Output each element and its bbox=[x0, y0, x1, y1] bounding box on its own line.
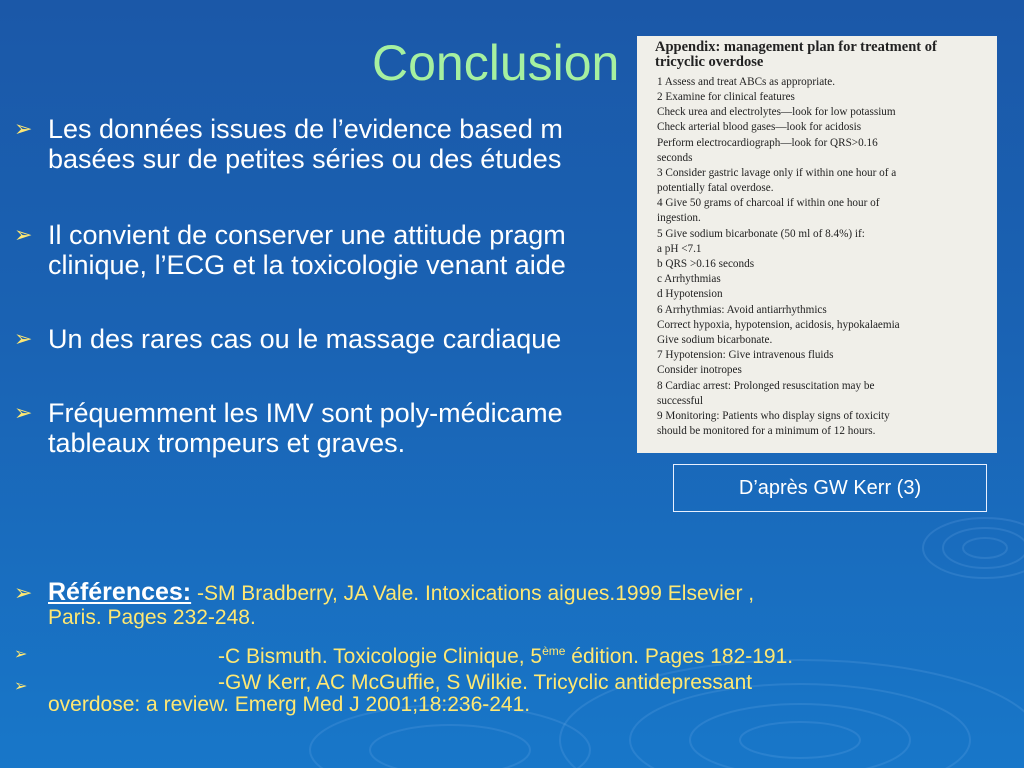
figure-line: seconds bbox=[657, 152, 693, 164]
arrow-bullet-icon: ➢ bbox=[14, 646, 28, 663]
bullet-line: Les données issues de l’evidence based m bbox=[48, 114, 563, 144]
bullet-line: Un des rares cas ou le massage cardiaque bbox=[48, 324, 562, 354]
arrow-bullet-icon: ➢ bbox=[14, 116, 33, 141]
figure-caption: D’après GW Kerr (3) bbox=[673, 464, 987, 512]
bullet-line: basées sur de petites séries ou des études bbox=[48, 144, 562, 174]
figure-line: 3 Consider gastric lavage only if within one hour of a bbox=[657, 167, 897, 179]
figure-line: 2 Examine for clinical features bbox=[657, 91, 795, 103]
figure-line: 1 Assess and treat ABCs as appropriate. bbox=[657, 76, 836, 88]
reference-superscript: ème bbox=[542, 644, 566, 658]
reference-item bbox=[14, 578, 754, 629]
figure-line: b QRS >0.16 seconds bbox=[657, 258, 755, 270]
bullet-item bbox=[14, 114, 563, 174]
reference-text: -SM Bradberry, JA Vale. Intoxications aigues.1999 Elsevier , bbox=[191, 582, 755, 605]
bullet-line: clinique, l’ECG et la toxicologie venant aide bbox=[48, 250, 566, 280]
reference-text: édition. Pages 182-191. bbox=[565, 645, 794, 668]
figure-line: Give sodium bicarbonate. bbox=[657, 334, 773, 346]
figure-line: 5 Give sodium bicarbonate (50 ml of 8.4%) if: bbox=[657, 228, 865, 240]
figure-line: d Hypotension bbox=[657, 288, 723, 300]
bullet-item bbox=[14, 220, 566, 280]
figure-line: 8 Cardiac arrest: Prolonged resuscitation may be bbox=[657, 380, 875, 392]
figure-line: 7 Hypotension: Give intravenous fluids bbox=[657, 349, 834, 361]
bullet-line: tableaux trompeurs et graves. bbox=[48, 428, 406, 458]
arrow-bullet-icon: ➢ bbox=[14, 400, 33, 425]
figure-line: potentially fatal overdose. bbox=[657, 182, 774, 194]
reference-item bbox=[14, 672, 752, 716]
bullet-item bbox=[14, 398, 563, 458]
arrow-bullet-icon: ➢ bbox=[14, 678, 28, 695]
reference-text: Paris. Pages 232-248. bbox=[48, 606, 256, 629]
figure-line: c Arrhythmias bbox=[657, 273, 721, 285]
figure-line: Check urea and electrolytes—look for low potassium bbox=[657, 106, 896, 118]
figure-line: 6 Arrhythmias: Avoid antiarrhythmics bbox=[657, 304, 827, 316]
bullet-line: Fréquemment les IMV sont poly-médicame bbox=[48, 398, 563, 428]
slide-title: Conclusion bbox=[372, 35, 620, 91]
figure-line: Correct hypoxia, hypotension, acidosis, hypokalaemia bbox=[657, 319, 900, 331]
figure-line: Check arterial blood gases—look for acidosis bbox=[657, 121, 862, 133]
figure-line: successful bbox=[657, 395, 703, 407]
figure-line: 4 Give 50 grams of charcoal if within one hour of bbox=[657, 197, 880, 209]
arrow-bullet-icon: ➢ bbox=[14, 580, 33, 605]
figure-line: 9 Monitoring: Patients who display signs of toxicity bbox=[657, 410, 890, 422]
figure-title: Appendix: management plan for treatment of tricyclic overdose bbox=[655, 39, 937, 70]
figure-line: Consider inotropes bbox=[657, 364, 742, 376]
bullet-item bbox=[14, 324, 561, 354]
management-plan-figure bbox=[637, 36, 997, 453]
figure-line: Perform electrocardiograph—look for QRS>0.16 bbox=[657, 137, 878, 149]
arrow-bullet-icon: ➢ bbox=[14, 326, 33, 351]
bullet-line: Il convient de conserver une attitude pragm bbox=[48, 220, 566, 250]
figure-line: should be monitored for a minimum of 12 hours. bbox=[657, 425, 876, 437]
references-heading: Références: bbox=[48, 578, 192, 606]
figure-line: a pH <7.1 bbox=[657, 243, 702, 255]
figure-line: ingestion. bbox=[657, 212, 701, 224]
arrow-bullet-icon: ➢ bbox=[14, 222, 33, 247]
reference-text: -GW Kerr, AC McGuffie, S Wilkie. Tricyclic antidepressant bbox=[218, 671, 753, 694]
reference-text: overdose: a review. Emerg Med J 2001;18:236-241. bbox=[48, 693, 531, 716]
reference-item bbox=[14, 640, 793, 670]
reference-text: -C Bismuth. Toxicologie Clinique, 5 bbox=[218, 645, 543, 668]
